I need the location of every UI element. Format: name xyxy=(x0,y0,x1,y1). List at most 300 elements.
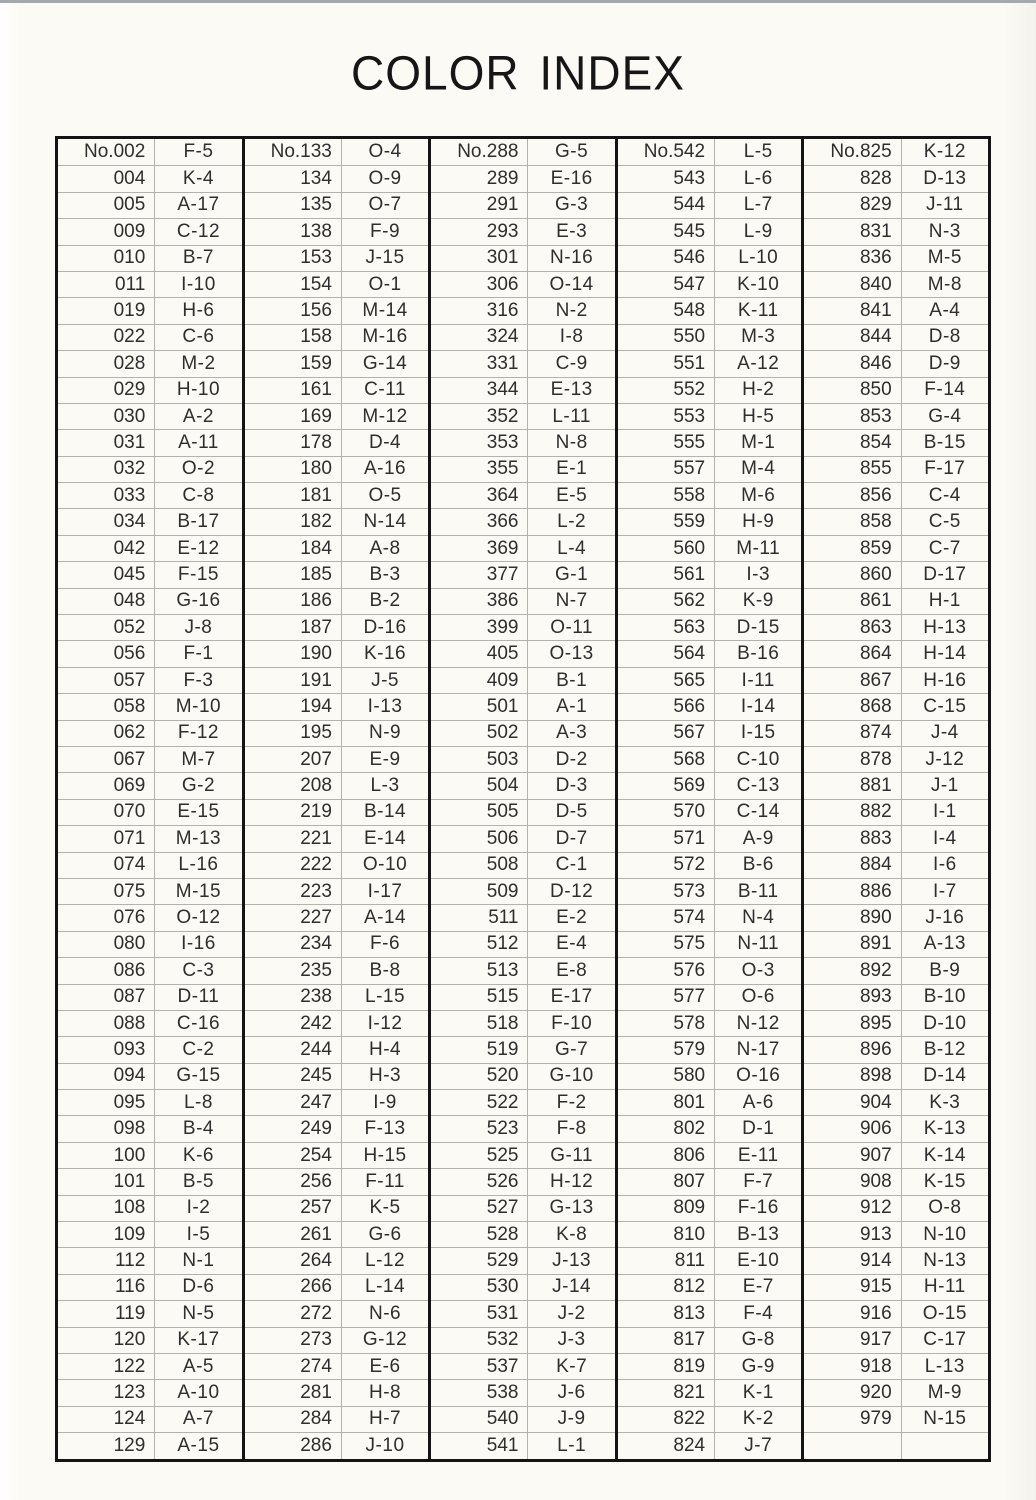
color-number-cell: 223 xyxy=(245,879,342,904)
table-row xyxy=(618,377,802,403)
table-row xyxy=(431,588,615,614)
table-row xyxy=(431,377,615,403)
color-number-cell: 828 xyxy=(804,166,901,191)
table-row xyxy=(245,1406,429,1432)
table-row xyxy=(618,1353,802,1379)
table-row xyxy=(618,904,802,930)
color-code-cell: G-16 xyxy=(176,590,221,612)
color-number-cell: 831 xyxy=(804,219,901,244)
color-number-cell: 538 xyxy=(431,1380,528,1405)
table-row xyxy=(804,165,988,191)
color-code-cell: N-11 xyxy=(737,933,780,955)
table-row xyxy=(804,350,988,376)
color-number-cell: 540 xyxy=(431,1407,528,1432)
table-row xyxy=(618,1115,802,1141)
table-row xyxy=(618,1274,802,1300)
color-code-cell: J-7 xyxy=(744,1434,773,1456)
color-number-cell: 920 xyxy=(804,1380,901,1405)
color-code-cell: N-14 xyxy=(363,511,407,533)
color-number-cell: 917 xyxy=(804,1328,901,1353)
color-number-cell: 221 xyxy=(245,826,342,851)
color-code-cell: G-14 xyxy=(362,352,408,374)
color-number-cell: 190 xyxy=(245,641,342,666)
color-code-cell: I-3 xyxy=(746,563,771,585)
color-code-cell: O-4 xyxy=(368,141,402,163)
color-number-cell: 518 xyxy=(431,1011,528,1036)
color-number-cell: 882 xyxy=(804,800,901,825)
color-number-cell: 369 xyxy=(431,536,528,561)
color-number-cell: No.133 xyxy=(245,139,342,165)
table-row xyxy=(804,245,988,271)
table-row xyxy=(431,1036,615,1062)
table-row xyxy=(618,456,802,482)
color-number-cell: 112 xyxy=(58,1248,155,1273)
color-number-cell: 052 xyxy=(58,615,155,640)
color-number-cell: 506 xyxy=(431,826,528,851)
color-code-cell: N-12 xyxy=(736,1012,780,1034)
color-code-cell: K-8 xyxy=(556,1223,588,1245)
table-row xyxy=(58,904,242,930)
color-code-cell: I-14 xyxy=(740,695,776,717)
color-code-cell: B-3 xyxy=(369,563,401,585)
color-number-cell: 509 xyxy=(431,879,528,904)
color-code-cell: J-10 xyxy=(365,1434,405,1456)
table-row xyxy=(804,1274,988,1300)
color-number-cell: 289 xyxy=(431,166,528,191)
color-number-cell: 154 xyxy=(245,272,342,297)
table-row xyxy=(245,720,429,746)
table-row xyxy=(618,588,802,614)
table-row xyxy=(431,614,615,640)
color-code-cell: O-2 xyxy=(181,458,216,480)
color-number-cell: 545 xyxy=(618,219,715,244)
table-row xyxy=(58,693,242,719)
color-code-cell: B-12 xyxy=(923,1038,966,1060)
color-code-cell: F-16 xyxy=(737,1197,779,1219)
color-number-cell: 266 xyxy=(245,1275,342,1300)
color-code-cell: K-5 xyxy=(369,1197,401,1219)
color-code-cell: K-10 xyxy=(737,273,780,295)
color-number-cell: 551 xyxy=(618,351,715,376)
color-number-cell: 048 xyxy=(58,589,155,614)
color-number-cell: 032 xyxy=(58,457,155,482)
color-code-cell: O-11 xyxy=(550,616,594,638)
color-code-cell: L-3 xyxy=(370,775,400,797)
table-row xyxy=(618,693,802,719)
color-code-cell: I-2 xyxy=(186,1197,211,1219)
color-code-cell: I-10 xyxy=(181,273,216,295)
table-row xyxy=(245,640,429,666)
color-code-cell: L-15 xyxy=(365,986,406,1008)
table-row xyxy=(804,1379,988,1405)
color-number-cell: 180 xyxy=(245,457,342,482)
table-row xyxy=(618,984,802,1010)
color-number-cell: 116 xyxy=(58,1275,155,1300)
color-number-cell: 543 xyxy=(618,166,715,191)
color-code-cell: B-14 xyxy=(363,801,407,823)
table-row xyxy=(245,904,429,930)
table-row xyxy=(245,1247,429,1273)
color-code-cell: I-13 xyxy=(367,695,403,717)
color-code-cell: G-13 xyxy=(549,1197,594,1219)
color-code-cell: L-6 xyxy=(743,168,773,190)
color-number-cell: 058 xyxy=(58,694,155,719)
color-number-cell: 892 xyxy=(804,958,901,983)
table-row xyxy=(58,324,242,350)
table-row xyxy=(618,1036,802,1062)
color-number-cell: 109 xyxy=(58,1222,155,1247)
color-code-cell: L-8 xyxy=(183,1091,213,1113)
color-code-cell: N-17 xyxy=(736,1038,780,1060)
table-row xyxy=(245,878,429,904)
color-number-cell: 227 xyxy=(245,905,342,930)
color-code-cell: F-4 xyxy=(743,1302,774,1324)
color-number-cell: 532 xyxy=(431,1328,528,1353)
color-code-cell: I-1 xyxy=(932,801,957,823)
color-code-cell: E-4 xyxy=(556,933,588,955)
color-number-cell: No.002 xyxy=(58,139,155,165)
table-row xyxy=(431,1353,615,1379)
color-code-cell: E-6 xyxy=(369,1355,401,1377)
table-row xyxy=(245,957,429,983)
color-number-cell: 067 xyxy=(58,747,155,772)
table-row xyxy=(58,1379,242,1405)
color-code-cell: E-9 xyxy=(369,748,401,770)
color-number-cell: 858 xyxy=(804,509,901,534)
color-number-cell: 552 xyxy=(618,378,715,403)
table-row xyxy=(431,904,615,930)
color-number-cell: 813 xyxy=(618,1301,715,1326)
color-number-cell: 031 xyxy=(58,430,155,455)
color-code-cell: G-3 xyxy=(555,194,589,216)
color-number-cell: 254 xyxy=(245,1143,342,1168)
color-number-cell: 324 xyxy=(431,325,528,350)
table-row xyxy=(804,218,988,244)
color-code-cell: J-15 xyxy=(365,247,405,269)
color-code-cell: J-16 xyxy=(925,907,965,929)
table-row xyxy=(431,878,615,904)
scan-edge-top xyxy=(0,0,1036,3)
table-row xyxy=(618,350,802,376)
color-code-cell: D-10 xyxy=(923,1012,967,1034)
color-code-cell: L-13 xyxy=(924,1355,965,1377)
color-number-cell: 890 xyxy=(804,905,901,930)
color-code-cell: N-8 xyxy=(555,431,588,453)
color-code-cell: D-5 xyxy=(555,801,588,823)
table-row xyxy=(58,1089,242,1115)
color-number-cell: 377 xyxy=(431,562,528,587)
table-row xyxy=(431,508,615,534)
color-number-cell: 528 xyxy=(431,1222,528,1247)
color-number-cell: 512 xyxy=(431,932,528,957)
color-code-cell: F-13 xyxy=(364,1118,406,1140)
color-number-cell: 874 xyxy=(804,721,901,746)
color-number-cell: 580 xyxy=(618,1064,715,1089)
color-code-cell: B-2 xyxy=(369,590,401,612)
color-number-cell: 812 xyxy=(618,1275,715,1300)
color-code-cell: N-7 xyxy=(555,590,588,612)
color-number-cell: 034 xyxy=(58,509,155,534)
color-number-cell: 577 xyxy=(618,985,715,1010)
color-number-cell: 056 xyxy=(58,641,155,666)
table-row xyxy=(804,139,988,165)
color-number-cell: 187 xyxy=(245,615,342,640)
color-number-cell: 529 xyxy=(431,1248,528,1273)
color-code-cell: I-4 xyxy=(932,827,957,849)
color-code-cell: E-13 xyxy=(550,379,593,401)
table-row xyxy=(58,1195,242,1221)
color-number-cell: 123 xyxy=(58,1380,155,1405)
color-number-cell: 080 xyxy=(58,932,155,957)
color-number-cell: 515 xyxy=(431,985,528,1010)
color-code-cell: G-10 xyxy=(549,1065,594,1087)
color-code-cell: C-10 xyxy=(736,748,780,770)
color-number-cell: 291 xyxy=(431,193,528,218)
color-number-cell: 855 xyxy=(804,457,901,482)
color-number-cell: 550 xyxy=(618,325,715,350)
table-row xyxy=(431,1221,615,1247)
color-number-cell: 272 xyxy=(245,1301,342,1326)
color-number-cell: 541 xyxy=(431,1433,528,1458)
color-code-cell: N-9 xyxy=(368,722,402,744)
table-row xyxy=(58,1010,242,1036)
color-index-table xyxy=(55,136,991,1462)
table-row xyxy=(431,1406,615,1432)
color-code-cell: H-13 xyxy=(923,616,967,638)
table-row xyxy=(804,957,988,983)
color-code-cell: E-5 xyxy=(556,484,588,506)
color-number-cell: 891 xyxy=(804,932,901,957)
column-group-2 xyxy=(242,139,429,1459)
color-code-cell: L-4 xyxy=(557,537,587,559)
color-code-cell: C-13 xyxy=(736,775,780,797)
table-row xyxy=(58,1432,242,1458)
color-code-cell: M-11 xyxy=(736,537,781,559)
color-code-cell: N-3 xyxy=(928,220,961,242)
table-row xyxy=(58,1300,242,1326)
table-row xyxy=(245,1089,429,1115)
color-code-cell: L-7 xyxy=(743,194,773,216)
color-number-cell: 806 xyxy=(618,1143,715,1168)
color-code-cell: L-10 xyxy=(738,247,779,269)
color-code-cell: M-1 xyxy=(741,431,776,453)
color-code-cell: K-11 xyxy=(737,300,779,322)
table-row xyxy=(245,350,429,376)
table-row xyxy=(58,1274,242,1300)
color-number-cell: 247 xyxy=(245,1090,342,1115)
color-number-cell: 558 xyxy=(618,483,715,508)
table-row xyxy=(58,297,242,323)
color-number-cell: No.542 xyxy=(618,139,715,165)
table-row xyxy=(431,825,615,851)
color-code-cell: M-7 xyxy=(181,748,216,770)
color-number-cell: 559 xyxy=(618,509,715,534)
table-row xyxy=(58,139,242,165)
color-code-cell: G-6 xyxy=(368,1223,402,1245)
table-row xyxy=(431,693,615,719)
color-code-cell: M-14 xyxy=(362,300,408,322)
color-number-cell: 893 xyxy=(804,985,901,1010)
table-row xyxy=(245,271,429,297)
color-number-cell: 344 xyxy=(431,378,528,403)
table-row xyxy=(58,1063,242,1089)
color-number-cell: 511 xyxy=(431,905,528,930)
color-code-cell: I-9 xyxy=(373,1091,397,1113)
color-number-cell: 119 xyxy=(58,1301,155,1326)
color-code-cell: J-3 xyxy=(557,1329,586,1351)
table-row xyxy=(245,508,429,534)
color-code-cell: H-12 xyxy=(550,1170,594,1192)
table-row xyxy=(618,746,802,772)
color-code-cell: L-1 xyxy=(557,1434,587,1456)
table-row xyxy=(618,508,802,534)
table-row xyxy=(804,720,988,746)
color-code-cell: J-13 xyxy=(552,1250,592,1272)
table-row xyxy=(245,324,429,350)
color-number-cell: 086 xyxy=(58,958,155,983)
color-number-cell: 824 xyxy=(618,1433,715,1458)
color-code-cell: B-4 xyxy=(182,1118,214,1140)
color-code-cell: O-13 xyxy=(549,643,594,665)
table-row xyxy=(58,1168,242,1194)
color-number-cell: 120 xyxy=(58,1328,155,1353)
color-code-cell: C-5 xyxy=(928,511,961,533)
table-row xyxy=(618,825,802,851)
color-number-cell: 868 xyxy=(804,694,901,719)
color-number-cell: 886 xyxy=(804,879,901,904)
table-row xyxy=(245,403,429,429)
color-code-cell: K-1 xyxy=(742,1382,774,1404)
table-row xyxy=(245,218,429,244)
color-code-cell: M-4 xyxy=(741,458,776,480)
color-code-cell: C-15 xyxy=(923,695,967,717)
color-code-cell: J-12 xyxy=(925,748,965,770)
color-number-cell: 281 xyxy=(245,1380,342,1405)
color-code-cell: H-4 xyxy=(368,1038,402,1060)
table-row xyxy=(431,1300,615,1326)
color-number-cell: 915 xyxy=(804,1275,901,1300)
color-code-cell: A-14 xyxy=(363,907,407,929)
color-code-cell: E-3 xyxy=(556,220,588,242)
color-code-cell: N-15 xyxy=(923,1408,967,1430)
color-code-cell: M-8 xyxy=(927,273,962,295)
table-row xyxy=(804,772,988,798)
color-code-cell: K-14 xyxy=(923,1144,966,1166)
color-number-cell: 286 xyxy=(245,1433,342,1458)
table-row xyxy=(58,535,242,561)
color-code-cell: O-8 xyxy=(928,1197,962,1219)
color-number-cell: 913 xyxy=(804,1222,901,1247)
color-code-cell: E-14 xyxy=(363,827,407,849)
table-row xyxy=(431,403,615,429)
table-row xyxy=(431,324,615,350)
color-number-cell: 522 xyxy=(431,1090,528,1115)
color-number-cell: 513 xyxy=(431,958,528,983)
table-row xyxy=(804,297,988,323)
color-number-cell: 306 xyxy=(431,272,528,297)
color-number-cell: 821 xyxy=(618,1380,715,1405)
table-row xyxy=(58,825,242,851)
table-row xyxy=(58,799,242,825)
color-code-cell: M-5 xyxy=(927,247,962,269)
table-row xyxy=(245,165,429,191)
color-code-cell: H-5 xyxy=(742,405,775,427)
color-number-cell: 331 xyxy=(431,351,528,376)
table-row xyxy=(245,1274,429,1300)
color-code-cell: J-1 xyxy=(930,775,959,797)
color-number-cell: 520 xyxy=(431,1064,528,1089)
color-code-cell: D-13 xyxy=(923,168,967,190)
color-code-cell: N-5 xyxy=(182,1302,215,1324)
table-row xyxy=(245,1300,429,1326)
table-row xyxy=(431,1379,615,1405)
color-code-cell: M-6 xyxy=(741,484,776,506)
table-row xyxy=(431,429,615,455)
table-row xyxy=(245,1063,429,1089)
color-code-cell: D-6 xyxy=(182,1276,215,1298)
color-code-cell: K-7 xyxy=(556,1355,588,1377)
column-group-5 xyxy=(801,139,988,1459)
table-row xyxy=(618,403,802,429)
color-number-cell: 563 xyxy=(618,615,715,640)
color-number-cell: 057 xyxy=(58,668,155,693)
color-number-cell: 256 xyxy=(245,1169,342,1194)
color-number-cell: 093 xyxy=(58,1037,155,1062)
table-row xyxy=(804,1036,988,1062)
color-number-cell: 519 xyxy=(431,1037,528,1062)
table-row xyxy=(431,1063,615,1089)
color-number-cell: 293 xyxy=(431,219,528,244)
table-row xyxy=(245,825,429,851)
color-code-cell: F-2 xyxy=(556,1091,587,1113)
color-number-cell: 918 xyxy=(804,1354,901,1379)
table-row xyxy=(245,852,429,878)
table-row xyxy=(431,218,615,244)
table-row xyxy=(804,1168,988,1194)
table-row xyxy=(245,245,429,271)
color-number-cell: 836 xyxy=(804,246,901,271)
color-code-cell: D-11 xyxy=(177,986,220,1008)
color-number-cell: 908 xyxy=(804,1169,901,1194)
color-number-cell: 098 xyxy=(58,1116,155,1141)
color-code-cell: K-6 xyxy=(182,1144,214,1166)
color-number-cell: 502 xyxy=(431,721,528,746)
table-row xyxy=(618,720,802,746)
table-row xyxy=(804,535,988,561)
color-code-cell: M-2 xyxy=(181,352,216,374)
color-number-cell: 578 xyxy=(618,1011,715,1036)
color-code-cell: M-16 xyxy=(362,326,408,348)
color-number-cell: 076 xyxy=(58,905,155,930)
color-number-cell: 249 xyxy=(245,1116,342,1141)
color-number-cell: 504 xyxy=(431,773,528,798)
table-row xyxy=(804,904,988,930)
color-number-cell: 895 xyxy=(804,1011,901,1036)
color-code-cell: A-15 xyxy=(177,1434,220,1456)
color-code-cell: N-13 xyxy=(923,1250,967,1272)
table-row xyxy=(431,1010,615,1036)
table-row xyxy=(245,1379,429,1405)
color-code-cell: C-14 xyxy=(736,801,780,823)
color-number-cell: 108 xyxy=(58,1196,155,1221)
color-number-cell: 194 xyxy=(245,694,342,719)
color-code-cell: H-14 xyxy=(923,643,967,665)
color-code-cell: J-11 xyxy=(926,194,964,216)
color-number-cell: 904 xyxy=(804,1090,901,1115)
color-number-cell: 840 xyxy=(804,272,901,297)
color-number-cell: 071 xyxy=(58,826,155,851)
color-code-cell: N-6 xyxy=(368,1302,402,1324)
